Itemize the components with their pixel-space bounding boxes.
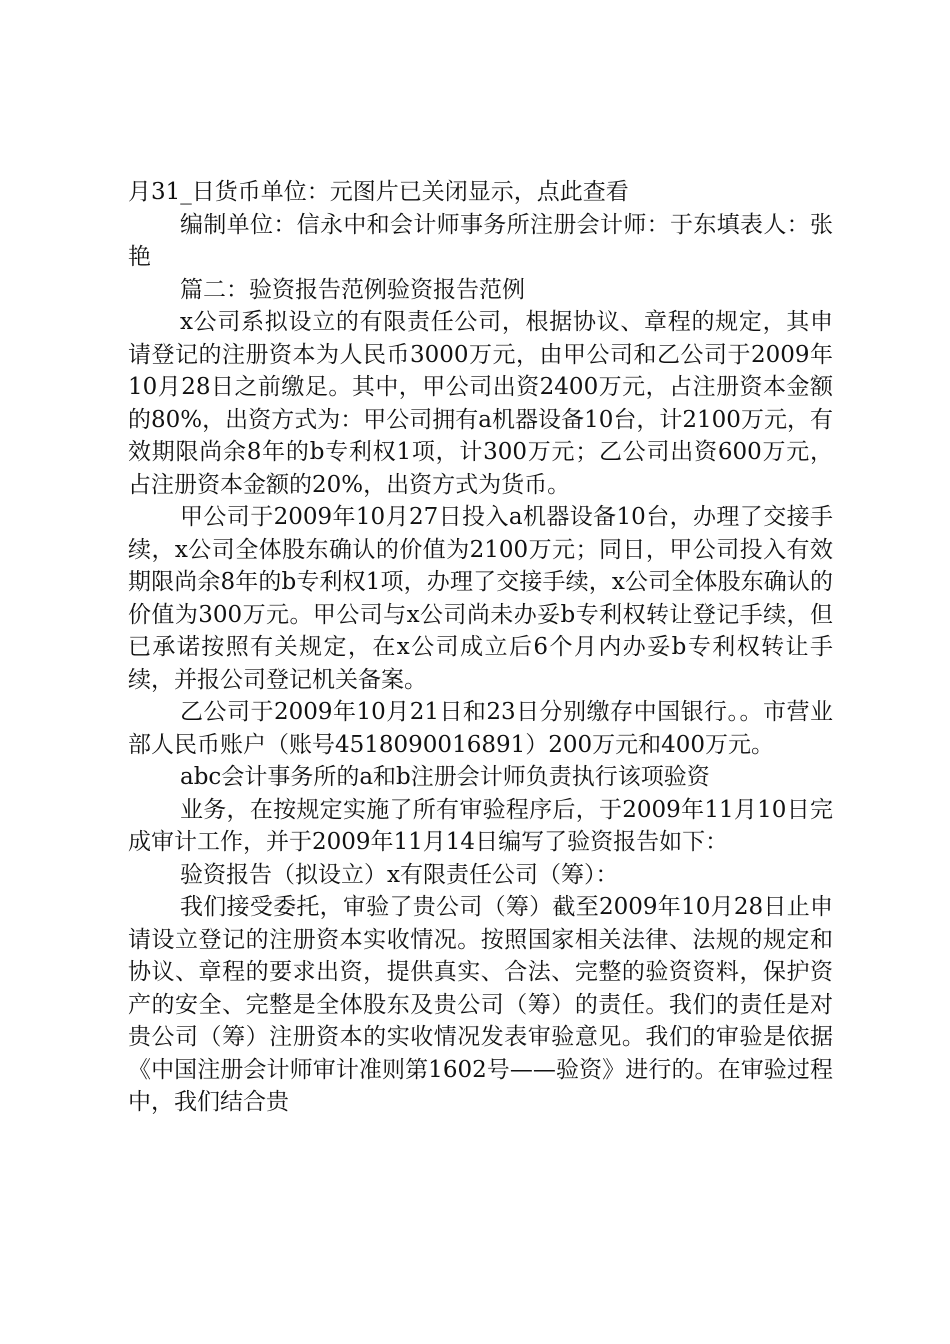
report-title-line: 验资报告（拟设立）x有限责任公司（筹）：	[180, 861, 619, 888]
paragraph-preparer: 编制单位：信永中和会计师事务所注册会计师：于东填表人：张艳	[128, 211, 833, 270]
paragraph-capital-contribution: 甲公司于2009年10月27日投入a机器设备10台，办理了交接手续，x公司全体股东确认的价值为2100万元；同日，甲公司投入有效期限尚余8年的b专利权1项，办理了交接手续，x公司全体股东确认的价值为300万元。甲公司与x公司尚未办妥b专利权转让登记手续，但已承诺按照有关规定，在x公司成立后6个月内办妥b专利权转让手续，并报公司登记机关备案。	[128, 504, 833, 693]
paragraph-company-background: x公司系拟设立的有限责任公司，根据协议、章程的规定，其申请登记的注册资本为人民币3000万元，由甲公司和乙公司于2009年10月28日之前缴足。其中，甲公司出资2400万元，占注册资本金额的80%，出资方式为：甲公司拥有a机器设备10台，计2100万元，有效期限尚余8年的b专利权1项，计300万元；乙公司出资600万元，占注册资本金额的20%，出资方式为货币。	[128, 309, 833, 498]
paragraph-audit-completion: 业务，在按规定实施了所有审验程序后，于2009年11月10日完成审计工作，并于2009年11月14日编写了验资报告如下：	[128, 796, 833, 855]
paragraph-report-body: 我们接受委托，审验了贵公司（筹）截至2009年10月28日止申请设立登记的注册资本实收情况。按照国家相关法律、法规的规定和协议、章程的要求出资，提供真实、合法、完整的验资资料，保护资产的安全、完整是全体股东及贵公司（筹）的责任。我们的责任是对贵公司（筹）注册资本的实收情况发表审验意见。我们的审验是依据《中国注册会计师审计准则第1602号——验资》进行的。在审验过程中，我们结合贵	[128, 894, 833, 1115]
paragraph-unit-line: 月31_日货币单位：元图片已关闭显示，点此查看	[128, 179, 629, 205]
paragraph-auditors: abc会计事务所的a和b注册会计师负责执行该项验资	[180, 764, 710, 790]
section-heading: 篇二：验资报告范例验资报告范例	[180, 276, 525, 303]
paragraph-bank-deposit: 乙公司于2009年10月21日和23日分别缴存中国银行。。市营业部人民币账户（账号4518090016891）200万元和400万元。	[128, 699, 833, 758]
document-page	[128, 176, 833, 1119]
